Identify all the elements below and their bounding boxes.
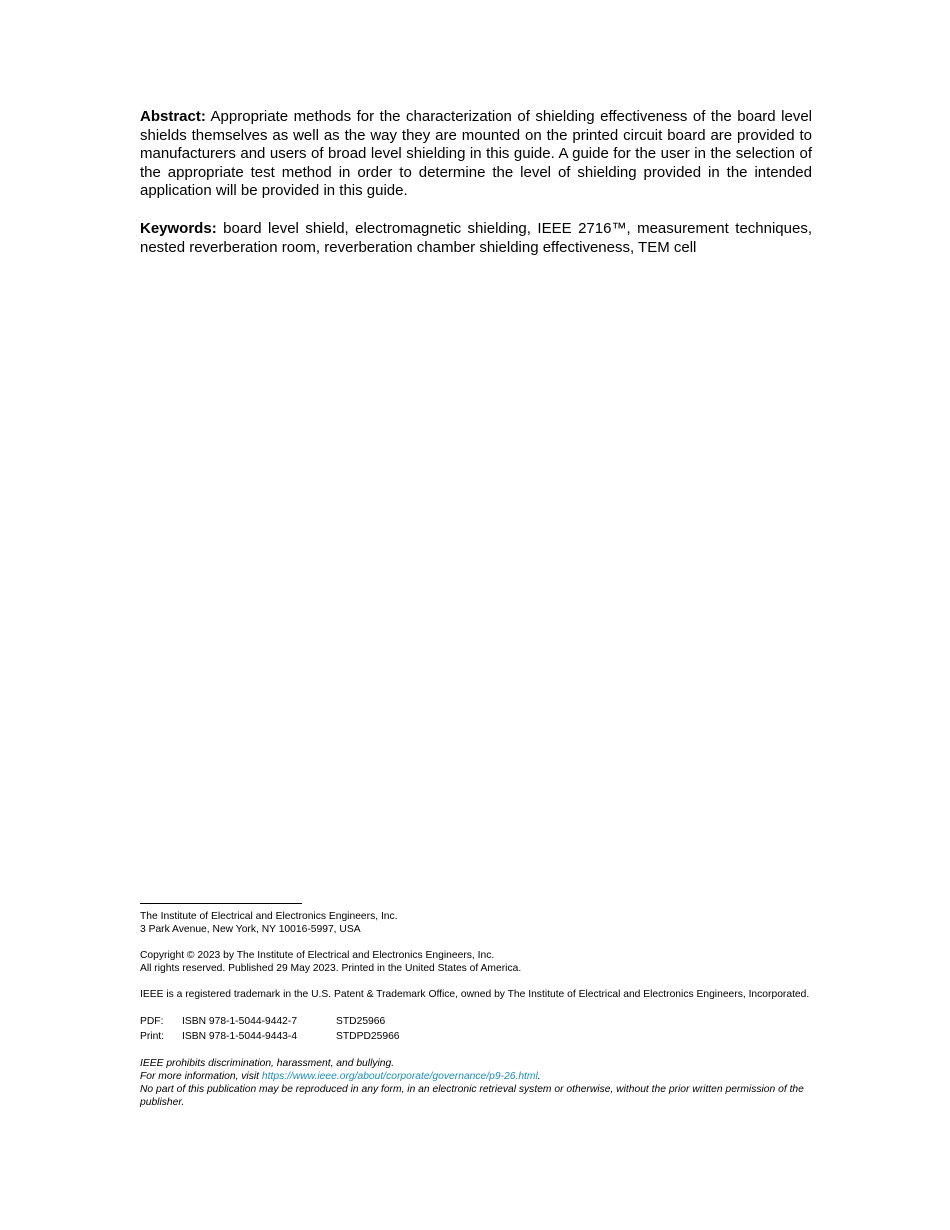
keywords-label: Keywords: (140, 219, 217, 237)
abstract-text: Appropriate methods for the characterization of shielding effectiveness of the board level shields themselves as well as the way they are mounted on the printed circuit board are provided to manufacturers and users of broad level shielding in this guide. A guide for the user in the selection of the appropriate test method in order to determine the level of shielding provided in the intended application will be provided in this guide. (140, 108, 812, 200)
more-info-line (140, 1070, 812, 1083)
policy-line: IEEE prohibits discrimination, harassment, and bullying. (140, 1058, 395, 1069)
rights-line: All rights reserved. Published 29 May 2023. Printed in the United States of America. (140, 963, 522, 974)
isbn-row-pdf (140, 1014, 812, 1029)
more-info-suffix: . (537, 1071, 541, 1082)
isbn-block (140, 1014, 812, 1044)
governance-link[interactable]: https://www.ieee.org/about/corporate/governance/p9-26.html (261, 1071, 538, 1082)
isbn-format: PDF: (140, 1016, 164, 1027)
abstract-paragraph (140, 108, 812, 201)
keywords-text: board level shield, electromagnetic shielding, IEEE 2716™, measurement techniques, nested reverberation room, reverberation chamber shielding effectiveness, TEM cell (140, 219, 812, 256)
isbn-number: ISBN 978-1-5044-9443-4 (182, 1031, 298, 1042)
trademark-line: IEEE is a registered trademark in the U.S. Patent & Trademark Office, owned by The Institute of Electrical and Electronics Engineers, Incorporated. (140, 989, 810, 1000)
abstract-section (140, 108, 812, 257)
isbn-format: Print: (140, 1031, 165, 1042)
copyright-footer (140, 903, 812, 1109)
keywords-paragraph (140, 220, 812, 257)
isbn-code: STDPD25966 (336, 1031, 400, 1042)
publisher-block (140, 910, 812, 936)
reproduction-notice: No part of this publication may be reproduced in any form, in an electronic retrieval system or otherwise, without the prior written permission of the publisher. (140, 1084, 804, 1108)
trademark-block (140, 988, 812, 1001)
copyright-block (140, 949, 812, 975)
abstract-label: Abstract: (140, 108, 206, 125)
publisher-name: The Institute of Electrical and Electronics Engineers, Inc. (140, 911, 398, 922)
publisher-address: 3 Park Avenue, New York, NY 10016-5997, USA (140, 924, 361, 935)
footer-divider (140, 903, 302, 904)
notice-block (140, 1057, 812, 1109)
isbn-code: STD25966 (336, 1016, 386, 1027)
more-info-prefix: For more information, visit (140, 1071, 262, 1082)
copyright-line: Copyright © 2023 by The Institute of Electrical and Electronics Engineers, Inc. (140, 950, 495, 961)
isbn-row-print (140, 1029, 812, 1044)
isbn-number: ISBN 978-1-5044-9442-7 (182, 1016, 298, 1027)
